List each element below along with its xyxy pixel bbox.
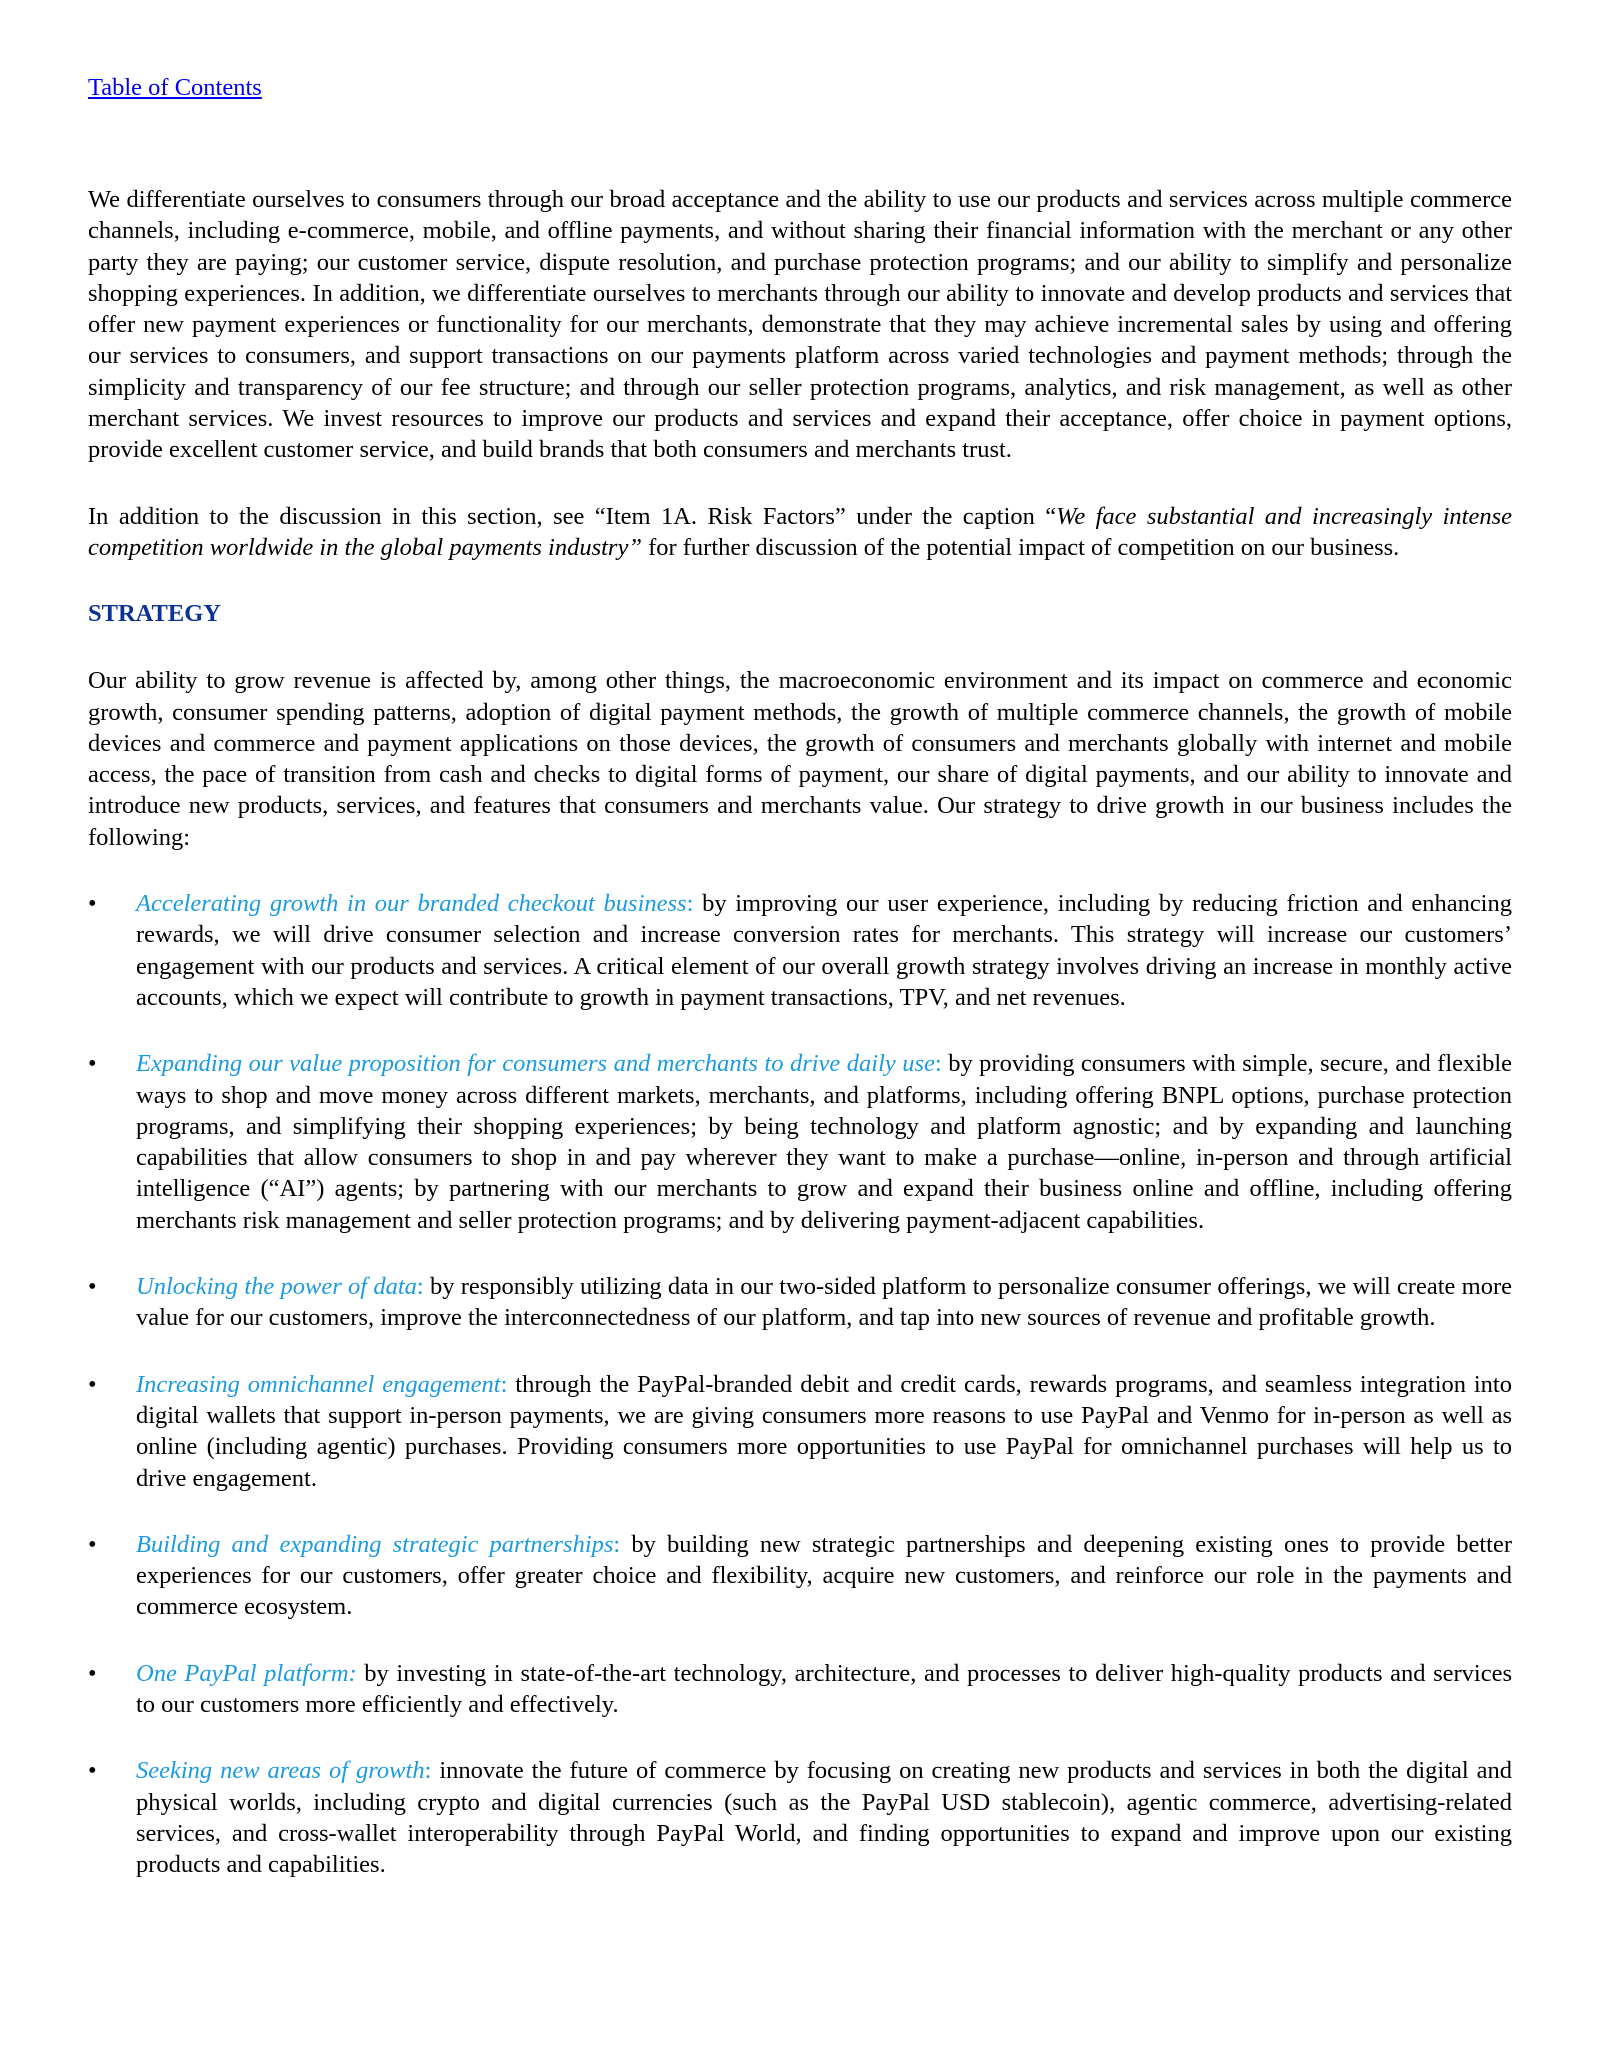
- strategy-item-power-of-data: [88, 1271, 1512, 1334]
- strategy-item-colon: :: [686, 890, 694, 918]
- risk-factors-text-after: for further discussion of the potential impact of competition on our business.: [641, 533, 1400, 561]
- strategy-heading: STRATEGY: [88, 600, 221, 628]
- bullet-icon: •: [88, 1273, 97, 1301]
- strategy-item-colon: :: [613, 1530, 621, 1558]
- strategy-item-value-proposition: [88, 1048, 1512, 1236]
- strategy-item-lead: Expanding our value proposition for consumers and merchants to drive daily use: [136, 1050, 935, 1078]
- risk-factors-text-before: In addition to the discussion in this section, see “Item 1A. Risk Factors” under the caption “: [88, 502, 1057, 530]
- strategy-item-lead: Increasing omnichannel engagement: [136, 1370, 501, 1398]
- strategy-item-lead: Seeking new areas of growth: [136, 1757, 425, 1785]
- strategy-item-text: by investing in state-of-the-art technology, architecture, and processes to deliver high-quality products and services to our customers more efficiently and effectively.: [136, 1659, 1512, 1718]
- strategy-item-branded-checkout: [88, 888, 1512, 1013]
- bullet-icon: •: [88, 1370, 97, 1398]
- risk-factors-caption: We face substantial and increasingly intense competition worldwide in the global payments industry”: [88, 502, 1512, 561]
- strategy-item-colon: :: [934, 1050, 942, 1078]
- strategy-item-text: through the PayPal-branded debit and credit cards, rewards programs, and seamless integration into digital wallets that support in-person payments, we are giving consumers more reasons to use PayPal and Venmo for in-person as well as online (including agentic) purchases. Providing consumers more opportunities to use PayPal for omnichannel purchases will help us to drive engagement.: [136, 1370, 1512, 1492]
- strategy-item-text: by providing consumers with simple, secure, and flexible ways to shop and move money across different markets, merchants, and platforms, including offering BNPL options, purchase protection programs, and simplifying their shopping experiences; by being technology and platform agnostic; and by expanding and launching capabilities that allow consumers to shop in and pay wherever they want to make a purchase—online, in-person and through artificial intelligence (“AI”) agents; by partnering with our merchants to grow and expand their business online and offline, including offering merchants risk management and seller protection programs; and by delivering payment-adjacent capabilities.: [136, 1050, 1512, 1234]
- strategy-item-text: innovate the future of commerce by focusing on creating new products and services in both the digital and physical worlds, including crypto and digital currencies (such as the PayPal USD stablecoin), agentic commerce, advertising-related services, and cross-wallet interoperability through PayPal World, and finding opportunities to expand and improve upon our existing products and capabilities.: [136, 1757, 1513, 1879]
- table-of-contents-link[interactable]: Table of Contents: [88, 74, 262, 101]
- strategy-item-text: by building new strategic partnerships and deepening existing ones to provide better experiences for our customers, offer greater choice and flexibility, acquire new customers, and reinforce our role in the payments and commerce ecosystem.: [136, 1530, 1512, 1621]
- strategy-item-text: by responsibly utilizing data in our two-sided platform to personalize consumer offerings, we will create more value for our customers, improve the interconnectedness of our platform, and tap into new sources of revenue and profitable growth.: [136, 1273, 1512, 1332]
- strategy-item-text: by improving our user experience, including by reducing friction and enhancing rewards, we will drive consumer selection and increase conversion rates for merchants. This strategy will increase our customers’ engagement with our products and services. A critical element of our overall growth strategy involves driving an increase in monthly active accounts, which we expect will contribute to growth in payment transactions, TPV, and net revenues.: [136, 890, 1512, 1011]
- bullet-icon: •: [88, 890, 97, 918]
- strategy-item-lead: Accelerating growth in our branded checkout business: [136, 890, 687, 918]
- document-page: [88, 72, 1512, 1915]
- bullet-icon: •: [88, 1530, 97, 1558]
- strategy-item-new-areas-of-growth: [88, 1755, 1512, 1880]
- strategy-item-lead: One PayPal platform:: [136, 1659, 357, 1687]
- intro-paragraph-differentiation: We differentiate ourselves to consumers through our broad acceptance and the ability to use our products and services across multiple commerce channels, including e-commerce, mobile, and offline payments, and without sharing their financial information with the merchant or any other party they are paying; our customer service, dispute resolution, and purchase protection programs; and our ability to simplify and personalize shopping experiences. In addition, we differentiate ourselves to merchants through our ability to innovate and develop products and services that offer new payment experiences or functionality for our merchants, demonstrate that they may achieve incremental sales by using and offering our services to consumers, and support transactions on our payments platform across varied technologies and payment methods; through the simplicity and transparency of our fee structure; and through our seller protection programs, analytics, and risk management, as well as other merchant services. We invest resources to improve our products and services and expand their acceptance, offer choice in payment options, provide excellent customer service, and build brands that both consumers and merchants trust.: [88, 186, 1512, 464]
- intro-paragraph-risk-factors: [88, 501, 1512, 564]
- strategy-item-colon: :: [424, 1757, 432, 1785]
- strategy-item-lead: Building and expanding strategic partnerships: [136, 1530, 614, 1558]
- bullet-icon: •: [88, 1757, 97, 1785]
- strategy-item-one-paypal-platform: [88, 1658, 1512, 1721]
- strategy-item-colon: :: [500, 1370, 508, 1398]
- strategy-item-colon: :: [416, 1273, 424, 1301]
- bullet-icon: •: [88, 1050, 97, 1078]
- strategy-item-partnerships: [88, 1529, 1512, 1623]
- strategy-paragraph: Our ability to grow revenue is affected by, among other things, the macroeconomic environment and its impact on commerce and economic growth, consumer spending patterns, adoption of digital payment methods, the growth of multiple commerce channels, the growth of mobile devices and commerce and payment applications on those devices, the growth of consumers and merchants globally with internet and mobile access, the pace of transition from cash and checks to digital forms of payment, our share of digital payments, and our ability to innovate and introduce new products, services, and features that consumers and merchants value. Our strategy to drive growth in our business includes the following:: [88, 667, 1512, 851]
- strategy-item-omnichannel: [88, 1369, 1512, 1494]
- strategy-item-lead: Unlocking the power of data: [136, 1273, 417, 1301]
- bullet-icon: •: [88, 1659, 97, 1687]
- strategy-list: [88, 888, 1512, 1880]
